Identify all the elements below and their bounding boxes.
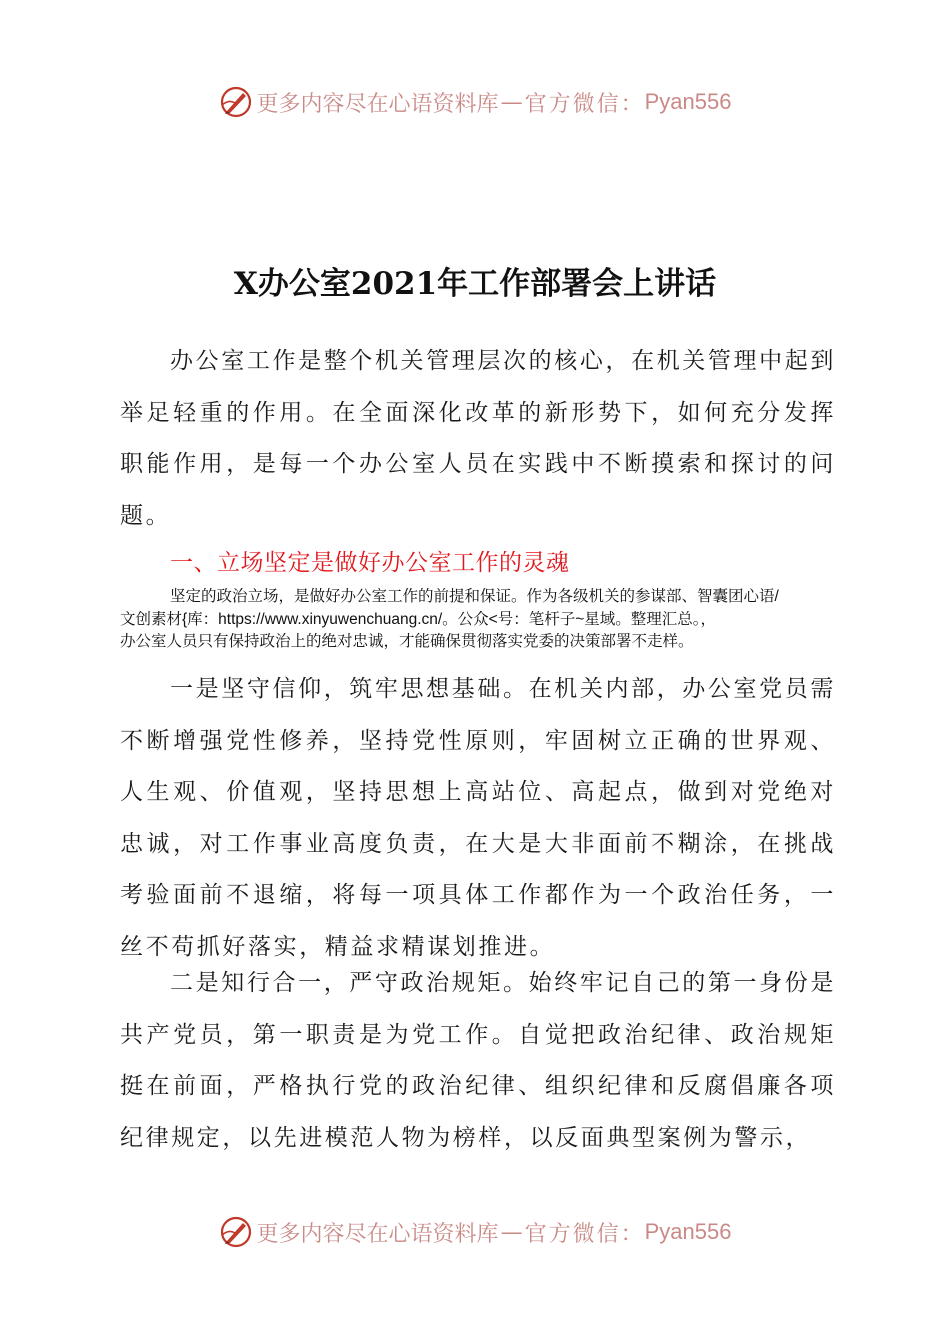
banner-separator: —: [500, 89, 523, 115]
banner-separator: —: [500, 1219, 523, 1245]
paragraph-1: [120, 664, 836, 973]
footer-banner: [0, 1212, 950, 1252]
section-heading: 一、立场坚定是做好办公室工作的灵魂: [170, 549, 570, 575]
document-title: X办公室2021年工作部署会上讲话: [233, 266, 717, 302]
intro-text: 办公室工作是整个机关管理层次的核心，在机关管理中起到举足轻重的作用。在全面深化改革的新形势下，如何充分发挥职能作用，是每一个办公室人员在实践中不断摸索和探讨的问题。: [120, 348, 836, 529]
banner-label: 官方微信：: [524, 91, 645, 117]
summary-line: 文创素材{库：https://www.xinyuwenchuang.cn/。公众<号：笔杆子~星域。整理汇总。，: [120, 610, 717, 628]
banner-wechat-id: Pyan556: [644, 89, 732, 114]
paragraph-2: [120, 958, 836, 1164]
banner-wechat-id: Pyan556: [644, 1219, 732, 1244]
banner-label: 官方微信：: [524, 1221, 645, 1247]
paragraph-1-text: 一是坚守信仰，筑牢思想基础。在机关内部，办公室党员需不断增强党性修养，坚持党性原则，牢固树立正确的世界观、人生观、价值观，坚持思想上高站位、高起点，做到对党绝对忠诚，对工作事业高度负责，在大是大非面前不糊涂，在挑战考验面前不退缩，将每一项具体工作都作为一个政治任务，一丝不苟抓好落实，精益求精谋划推进。: [120, 676, 836, 960]
intro-paragraph: [120, 336, 836, 542]
banner-main-text: 更多内容尽在心语资料库: [256, 91, 499, 117]
summary-line: 坚定的政治立场，是做好办公室工作的前提和保证。作为各级机关的参谋部、智囊团心语/: [170, 588, 779, 605]
header-banner: [0, 82, 950, 122]
banner-main-text: 更多内容尽在心语资料库: [256, 1221, 499, 1247]
paragraph-2-text: 二是知行合一，严守政治规矩。始终牢记自己的第一身份是共产党员，第一职责是为党工作。自觉把政治纪律、政治规矩挺在前面，严格执行党的政治纪律、组织纪律和反腐倡廉各项纪律规定，以先进模范人物为榜样，以反面典型案例为警示，: [120, 970, 836, 1151]
pen-circle-icon: [219, 85, 253, 119]
pen-circle-icon: [219, 1215, 253, 1249]
section-summary: [120, 586, 836, 654]
summary-line: 办公室人员只有保持政治上的绝对忠诚，才能确保贯彻落实党委的决策部署不走样。: [120, 633, 694, 650]
